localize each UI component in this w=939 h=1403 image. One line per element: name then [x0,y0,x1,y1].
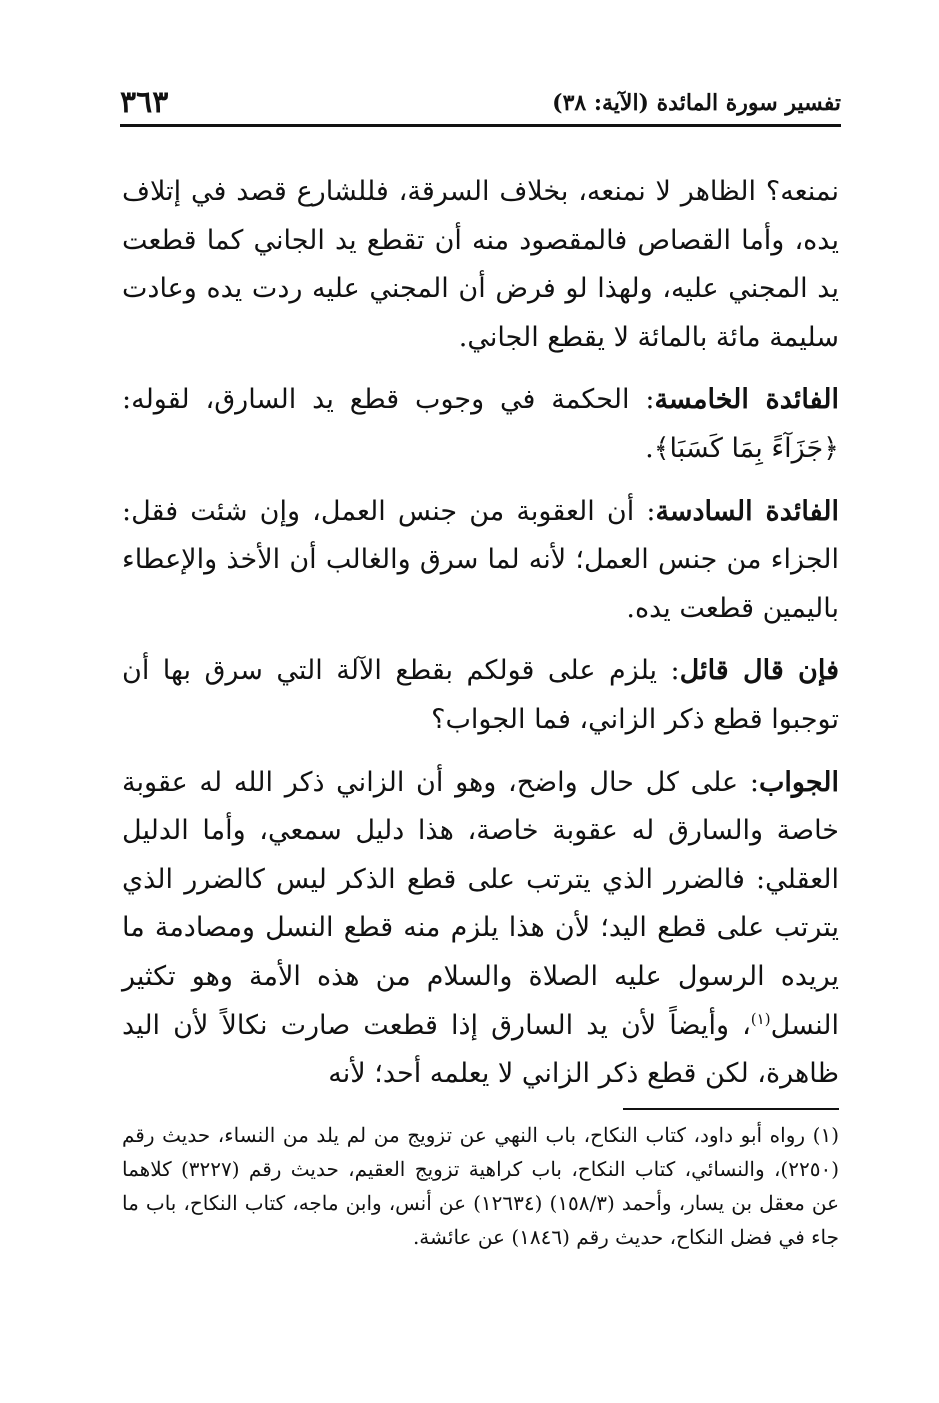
fifth-benefit-heading: الفائدة الخامسة [654,384,839,416]
paragraph-fifth-benefit [122,376,839,473]
footnote-reference: (١) [750,1009,771,1028]
header-rule [120,124,841,127]
page-number: ٣٦٣ [120,85,169,120]
answer-text-a: : على كل حال واضح، وهو أن الزاني ذكر الله له عقوبة خاصة والسارق له عقوبة خاصة، هذا دليل سمعي، وأما الدليل العقلي: فالضرر الذي يترتب على قطع الذكر ليس كالضرر الذي يترتب على قطع اليد؛ لأن هذا يلزم منه قطع النسل ومصادمة ما يريده الرسول عليه الصلاة والسلام من هذه الأمة وهو تكثير النسل [122,766,839,1041]
answer-heading: الجواب [758,766,839,798]
footnote-1: (١) رواه أبو داود، كتاب النكاح، باب النهي عن تزويج من لم يلد من النساء، حديث رقم (٢٢٥٠)، والنسائي، كتاب النكاح، باب كراهية تزويج العقيم، حديث رقم (٣٢٢٧) كلاهما عن معقل بن يسار، وأحمد (١٥٨/٣) (١٢٦٣٤) عن أنس، وابن ماجه، كتاب النكاح، باب ما جاء في فضل النكاح، حديث رقم (١٨٤٦) عن عائشة. [122,1123,840,1249]
paragraph-answer [122,759,839,1099]
paragraph-objection [122,647,839,744]
answer-text-b: ، وأيضاً لأن يد السارق إذا قطعت صارت نكالاً لأن اليد ظاهرة، لكن قطع ذكر الزاني لا يعلمه أحد؛ لأنه [122,1009,839,1090]
objection-heading: فإن قال قائل [679,655,839,687]
running-title: تفسير سورة المائدة (الآية: ٣٨) [552,90,841,116]
paragraph-sixth-benefit [122,488,839,634]
main-text [122,168,839,1113]
objection-text: : يلزم على قولكم بقطع الآلة التي سرق بها أن توجبوا قطع ذكر الزاني، فما الجواب؟ [122,655,839,735]
fifth-benefit-text: : الحكمة في وجوب قطع يد السارق، لقوله: ﴿جَزَآءً بِمَا كَسَبَا﴾. [122,384,839,464]
footnote [122,1118,839,1254]
page-header [120,85,841,120]
footnote-rule [623,1108,839,1110]
sixth-benefit-text: : أن العقوبة من جنس العمل، وإن شئت فقل: الجزاء من جنس العمل؛ لأنه لما سرق والغالب أن الأخذ والإعطاء باليمين قطعت يده. [122,495,839,624]
paragraph-1 [122,168,839,362]
paragraph-1-text: نمنعه؟ الظاهر لا نمنعه، بخلاف السرقة، فللشارع قصد في إتلاف يده، وأما القصاص فالمقصود منه أن تقطع يد الجاني كما قطعت يد المجني عليه، ولهذا لو فرض أن المجني عليه ردت يده وعادت سليمة مائة بالمائة لا يقطع الجاني. [122,176,839,353]
sixth-benefit-heading: الفائدة السادسة [655,495,840,527]
